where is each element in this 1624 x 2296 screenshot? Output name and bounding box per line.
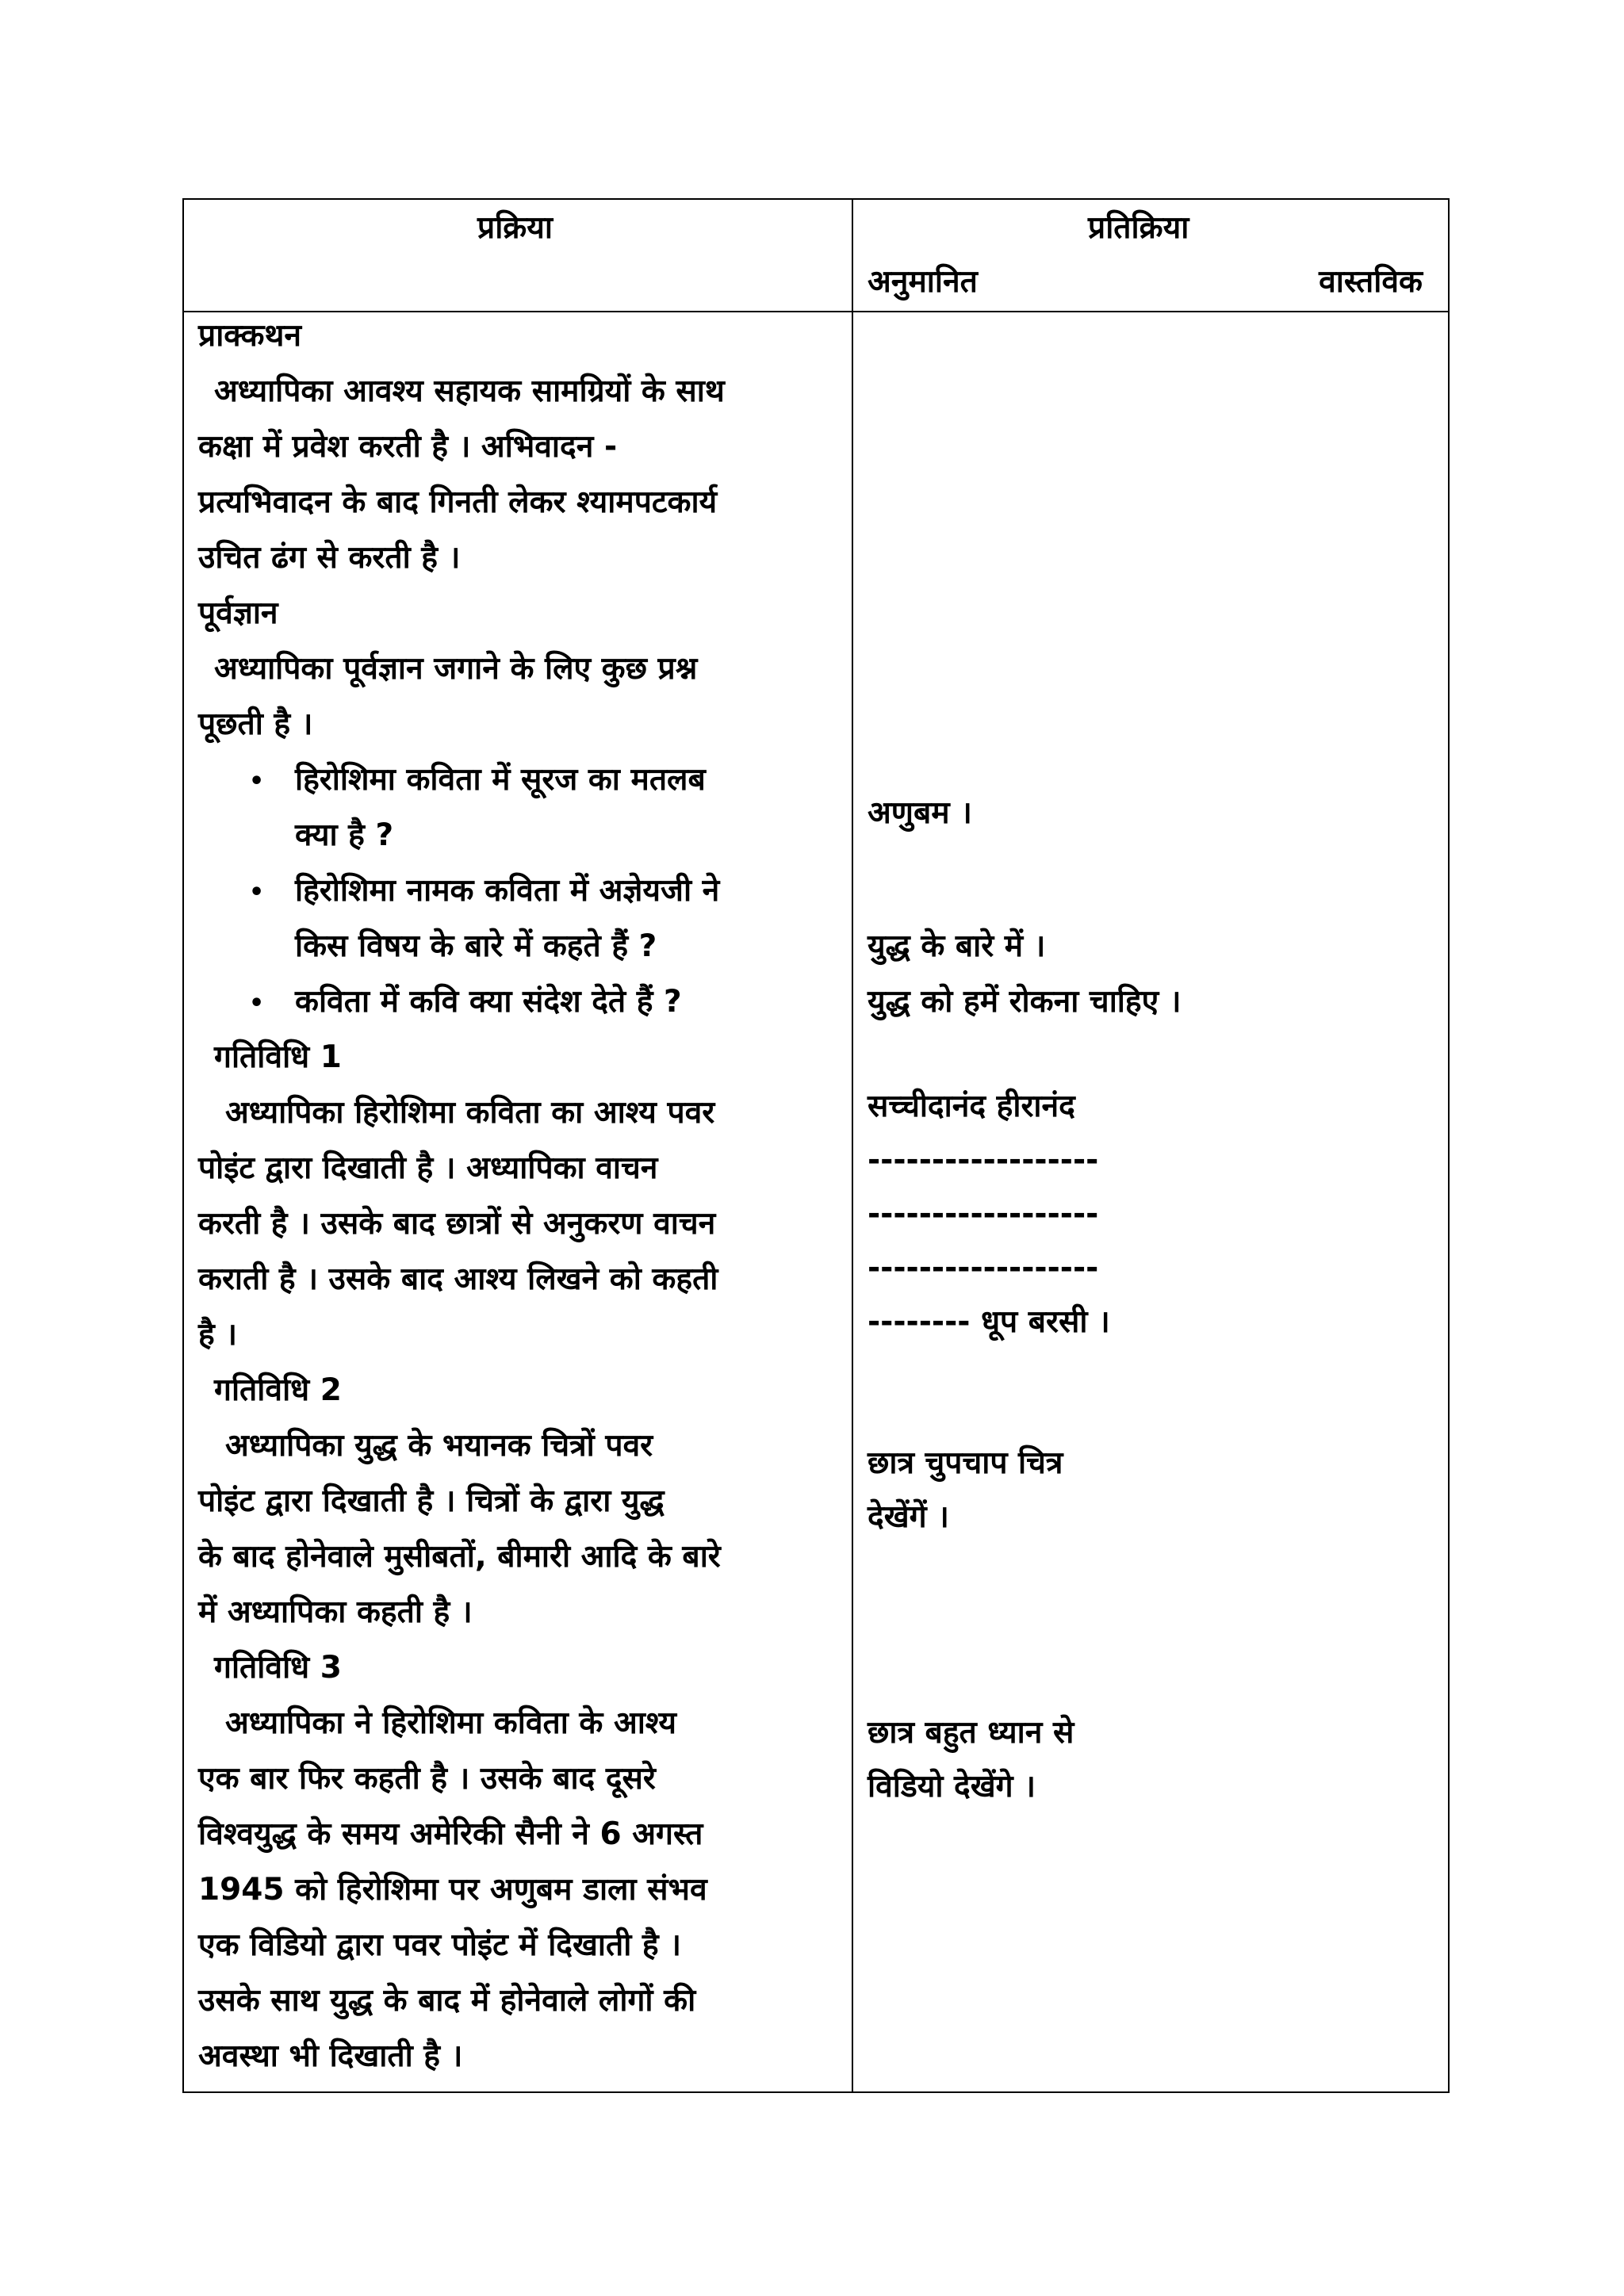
question-line: हिरोशिमा नामक कविता में अज्ञेयजी ने [295,873,720,909]
activity1-line: पोइंट द्वारा दिखाती है । अध्यापिका वाचन [198,1150,658,1186]
activity2-line: पोइंट द्वारा दिखाती है । चित्रों के द्वारा युद्ध [198,1483,665,1519]
poem-line: ------------------ [868,1250,1099,1286]
header-divider [184,311,1448,312]
section-title-activity3: गतिविधि 3 [214,1650,342,1686]
intro-line: अध्यापिका आवश्य सहायक सामग्रियों के साथ [214,373,725,409]
activity3-line: एक बार फिर कहती है । उसके बाद दूसरे [198,1761,656,1797]
activity2-response: देखेंगें । [868,1499,949,1535]
activity1-line: अध्यापिका हिरोशिमा कविता का आश्य पवर [225,1095,715,1131]
lesson-plan-table [182,198,1450,2093]
poem-line: ------------------ [868,1142,1099,1178]
expected-answer: युद्ध के बारे में । [868,928,1046,964]
activity3-line: उसके साथ युद्ध के बाद में होनेवाले लोगों की [198,1983,696,2019]
activity2-line: अध्यापिका युद्ध के भयानक चित्रों पवर [225,1428,653,1464]
activity3-line: अवस्था भी दिखाती है । [198,2038,463,2074]
bullet-icon: • [249,989,265,1017]
intro-line: प्रत्यभिवादन के बाद गिनती लेकर श्यामपटकार्य [198,484,718,520]
column-divider [852,200,853,2091]
header-expected: अनुमानित [868,264,978,300]
intro-line: कक्षा में प्रवेश करती है । अभिवादन - [198,429,618,465]
activity3-response: विडियो देखेंगे । [868,1769,1036,1804]
bullet-icon: • [249,878,265,906]
question-line: क्या है ? [295,817,394,853]
activity1-line: कराती है । उसके बाद आश्य लिखने को कहती [198,1261,718,1297]
section-title-prior: पूर्वज्ञान [198,595,278,631]
activity2-response: छात्र चुपचाप चित्र [868,1445,1063,1481]
intro-line: उचित ढंग से करती है । [198,540,461,576]
section-title-intro: प्राक्कथन [198,318,302,354]
question-line: किस विषय के बारे में कहते हैं ? [295,928,657,964]
header-process: प्रक्रिया [477,210,553,246]
expected-answer: युद्ध को हमें रोकना चाहिए । [868,984,1182,1020]
activity2-line: में अध्यापिका कहती है । [198,1594,473,1630]
question-line: कविता में कवि क्या संदेश देते हैं ? [295,984,682,1020]
poem-line: ------------------ [868,1196,1099,1232]
poem-line: -------- धूप बरसी । [868,1304,1110,1340]
prior-line: पूछती है । [198,706,313,742]
activity2-line: के बाद होनेवाले मुसीबतों, बीमारी आदि के बारे [198,1539,721,1575]
header-actual: वास्तविक [1319,264,1423,300]
activity3-line: अध्यापिका ने हिरोशिमा कविता के आश्य [225,1705,676,1741]
poem-line: सच्चीदानंद हीरानंद [868,1089,1075,1124]
activity1-line: है । [198,1317,238,1353]
activity3-response: छात्र बहुत ध्यान से [868,1715,1074,1751]
expected-answer: अणुबम । [868,795,972,831]
activity1-line: करती है । उसके बाद छात्रों से अनुकरण वाचन [198,1206,716,1242]
section-title-activity1: गतिविधि 1 [214,1039,342,1075]
activity3-line: एक विडियो द्वारा पवर पोइंट में दिखाती है । [198,1927,681,1963]
header-response: प्रतिक्रिया [1088,210,1189,246]
section-title-activity2: गतिविधि 2 [214,1372,342,1408]
prior-line: अध्यापिका पूर्वज्ञान जगाने के लिए कुछ प्रश्न [214,651,698,687]
activity3-line: 1945 को हिरोशिमा पर अणुबम डाला संभव [198,1872,707,1908]
activity3-line: विश्वयुद्ध के समय अमेरिकी सैनी ने 6 अगस्त [198,1816,703,1852]
bullet-icon: • [249,767,265,795]
question-line: हिरोशिमा कविता में सूरज का मतलब [295,762,706,798]
